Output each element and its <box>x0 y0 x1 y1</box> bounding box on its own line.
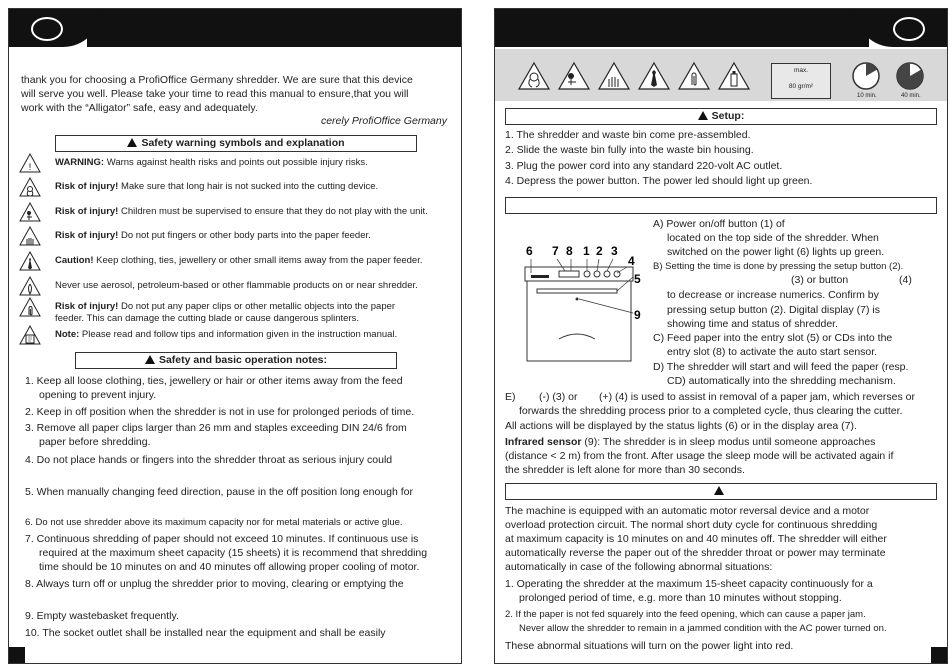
symbols-title-box: Safety warning symbols and explanation <box>55 135 417 152</box>
setup-step: 2. Slide the waste bin fully into the waste bin housing. <box>505 144 754 156</box>
setup-step: 1. The shredder and waste bin come pre-assembled. <box>505 129 751 141</box>
note-item: 8. Always turn off or unplug the shredder prior to moving, clearing or emptying the <box>25 578 404 590</box>
symbol-text: Risk of injury! Do not put fingers or other body parts into the paper feeder. <box>55 230 371 241</box>
op-c-line: C) Feed paper into the entry slot (5) or CDs into the <box>653 332 893 344</box>
intro-line-1: thank you for choosing a ProfiOffice Germany shredder. We are sure that this device <box>21 74 413 86</box>
symbol-text: Risk of injury! Make sure that long hair is not sucked into the cutting device. <box>55 181 379 192</box>
page-number-circle <box>31 17 63 41</box>
op-c-line: entry slot (8) to activate the auto start sensor. <box>667 346 878 358</box>
motor-line: The machine is equipped with an automatic motor reversal device and a motor <box>505 505 870 517</box>
symbol-text: Never use aerosol, petroleum-based or other flammable products on or near shredder. <box>55 280 418 291</box>
long-hair-icon <box>517 61 551 91</box>
warning-triangle-icon <box>714 486 724 495</box>
timer-off-label: 40 min. <box>901 93 921 99</box>
symbol-label: Risk of injury! <box>55 206 119 217</box>
symbol-text: Risk of injury! Do not put any paper clips or other metallic objects into the paper feeder. This can damage the cutting blade or cause dangerous splinters. <box>55 301 396 324</box>
op-e-label: E) <box>505 391 516 403</box>
capacity-box <box>771 63 831 99</box>
diagram-label-8: 8 <box>566 244 573 258</box>
intro-line-3: work with the “Alligator” safe, easy and adequately. <box>21 102 258 114</box>
sensor-line: (distance < 2 m) from the front. After usage the sleep mode will be activated again if <box>505 450 894 462</box>
op-d-line: CD) automatically into the shredding mechanism. <box>667 375 896 387</box>
symbol-label: Caution! <box>55 255 94 266</box>
symbol-label: Risk of injury! <box>55 181 119 192</box>
motor-line: overload protection circuit. The normal short duty cycle for continuous shredding <box>505 519 878 531</box>
note-item: 6. Do not use shredder above its maximum capacity nor for metal materials or active glue. <box>25 517 403 528</box>
capacity-max-label: max. <box>793 67 809 74</box>
motor-line: at maximum capacity is 10 minutes on and 40 minutes off. The shredder will either <box>505 533 887 545</box>
paperclip-icon <box>677 61 711 91</box>
note-item: 9. Empty wastebasket frequently. <box>25 610 179 622</box>
hand-icon <box>597 61 631 91</box>
diagram-label-4: 4 <box>628 254 635 268</box>
abnormal-item: 2. If the paper is not fed squarely into the feed opening, which can cause a paper jam. <box>505 609 866 620</box>
diagram-label-3: 3 <box>611 244 618 258</box>
tie-icon <box>637 61 671 91</box>
sensor-paragraph: Infrared sensor (9): The shredder is in sleep modus until someone approaches <box>505 436 876 448</box>
paperclip-icon <box>19 297 41 317</box>
motor-line: automatically reverse the paper out of the shredder throat or power may terminate <box>505 547 886 559</box>
setup-step: 3. Plug the power cord into any standard 220-volt AC outlet. <box>505 160 783 172</box>
left-page <box>8 8 462 664</box>
symbol-label: Risk of injury! <box>55 301 119 312</box>
note-item: opening to prevent injury. <box>39 389 157 401</box>
notes-title-box: Safety and basic operation notes: <box>75 352 397 369</box>
op-e-minus: (-) (3) or <box>539 391 578 403</box>
note-item: 7. Continuous shredding of paper should not exceed 10 minutes. If continuous use is <box>25 533 419 545</box>
op-b-line: showing time and status of shredder. <box>667 318 839 330</box>
right-page <box>494 8 948 664</box>
child-icon <box>557 61 591 91</box>
symbol-label: Risk of injury! <box>55 230 119 241</box>
op-a-line: A) Power on/off button (1) of <box>653 218 785 230</box>
note-item: 4. Do not place hands or fingers into the shredder throat as serious injury could <box>25 454 393 466</box>
note-item: required at the maximum sheet capacity (15 sheets) it is recommend that shredding <box>39 547 428 559</box>
motor-line: automatically in case of the following abnormal situations: <box>505 561 773 573</box>
warning-icon-strip <box>495 49 947 101</box>
note-item: paper before shredding. <box>39 436 151 448</box>
timer-on-label: 10 min. <box>857 93 877 99</box>
operation-title-box <box>505 197 937 214</box>
diagram-label-6: 6 <box>526 244 533 258</box>
timer-off-icon <box>895 61 925 91</box>
svg-text:!: ! <box>28 162 32 172</box>
op-b-line: (4) <box>899 274 912 286</box>
aerosol-icon <box>19 276 41 296</box>
op-b-line: (3) or button <box>791 274 849 286</box>
timer-on-icon <box>851 61 881 91</box>
aerosol-icon <box>717 61 751 91</box>
op-b-line: B) Setting the time is done by pressing the setup button (2). <box>653 261 904 272</box>
warning-triangle-icon <box>145 355 155 364</box>
op-b-line: pressing setup button (2). Digital display (7) is <box>667 304 881 316</box>
note-item: 10. The socket outlet shall be installed near the equipment and shall be easily <box>25 627 386 639</box>
motor-title-box <box>505 483 937 500</box>
note-item: 2. Keep in off position when the shredder is not in use for prolonged periods of time. <box>25 406 415 418</box>
op-d-line: D) The shredder will start and will feed the paper (resp. <box>653 361 909 373</box>
warning-triangle-icon <box>127 138 137 147</box>
diagram-label-9: 9 <box>634 308 641 322</box>
op-a-line: switched on the power light (6) lights up green. <box>667 246 885 258</box>
sensor-label: Infrared sensor <box>505 436 582 448</box>
warning-triangle-icon <box>698 111 708 120</box>
symbol-text: WARNING: Warns against health risks and points out possible injury risks. <box>55 157 368 168</box>
op-b-line: to decrease or increase numerics. Confirm by <box>667 289 879 301</box>
symbol-label: Note: <box>55 329 80 340</box>
note-item: 3. Remove all paper clips larger than 26 mm and staples exceeding DIN 24/6 from <box>25 422 407 434</box>
note-item: 1. Keep all loose clothing, ties, jewellery or hair or other items away from the feed <box>25 375 403 387</box>
symbol-text: Risk of injury! Children must be supervised to ensure that they do not play with the unit. <box>55 206 428 217</box>
sensor-line: the shredder is left alone for more than 30 seconds. <box>505 464 745 476</box>
corner-mark <box>9 647 25 663</box>
signature: cerely ProfiOffice Germany <box>320 115 447 127</box>
final-note: These abnormal situations will turn on the power light into red. <box>505 640 794 652</box>
all-actions-text: All actions will be displayed by the status lights (6) or in the display area (7). <box>505 420 857 432</box>
setup-step: 4. Depress the power button. The power led should light up green. <box>505 175 813 187</box>
long-hair-icon <box>19 177 41 197</box>
child-icon <box>19 202 41 222</box>
tie-icon <box>19 251 41 271</box>
setup-title-box: Setup: <box>505 108 937 125</box>
page-number-circle <box>893 17 925 41</box>
shredder-diagram <box>521 233 649 363</box>
hand-icon <box>19 226 41 246</box>
page-header <box>9 9 461 47</box>
symbol-text: Caution! Keep clothing, ties, jewellery or other small items away from the paper feeder. <box>55 255 423 266</box>
abnormal-item: prolonged period of time, e.g. more than 10 minutes without stopping. <box>519 592 842 604</box>
intro-line-2: will serve you well. Please take your time to read this manual to ensure,that you will <box>21 88 409 100</box>
note-item: 5. When manually changing feed direction, pause in the off position long enough for <box>25 486 413 498</box>
warning-triangle-icon <box>19 153 41 173</box>
op-a-line: located on the top side of the shredder. When <box>667 232 879 244</box>
diagram-label-5: 5 <box>634 272 641 286</box>
symbol-text: Note: Please read and follow tips and information given in the instruction manual. <box>55 329 398 340</box>
page-header <box>495 9 947 47</box>
diagram-label-7: 7 <box>552 244 559 258</box>
corner-mark <box>931 647 947 663</box>
manual-icon <box>19 325 41 345</box>
diagram-label-2: 2 <box>596 244 603 258</box>
note-item: time should be 10 minutes on and 40 minutes off allowing proper cooling of motor. <box>39 561 420 573</box>
diagram-label-1: 1 <box>583 244 590 258</box>
capacity-value: 80 gr/m² <box>788 83 814 90</box>
abnormal-item: 1. Operating the shredder at the maximum 15-sheet capacity continuously for a <box>505 578 873 590</box>
symbol-label: WARNING: <box>55 157 105 168</box>
op-e-text: (+) (4) is used to assist in removal of a paper jam, which reverses or <box>599 391 915 403</box>
op-e-text: forwards the shredding process prior to a completed cycle, thus clearing the cutter. <box>519 405 903 417</box>
abnormal-item: Never allow the shredder to remain in a jammed condition with the AC power turned on. <box>519 623 887 634</box>
